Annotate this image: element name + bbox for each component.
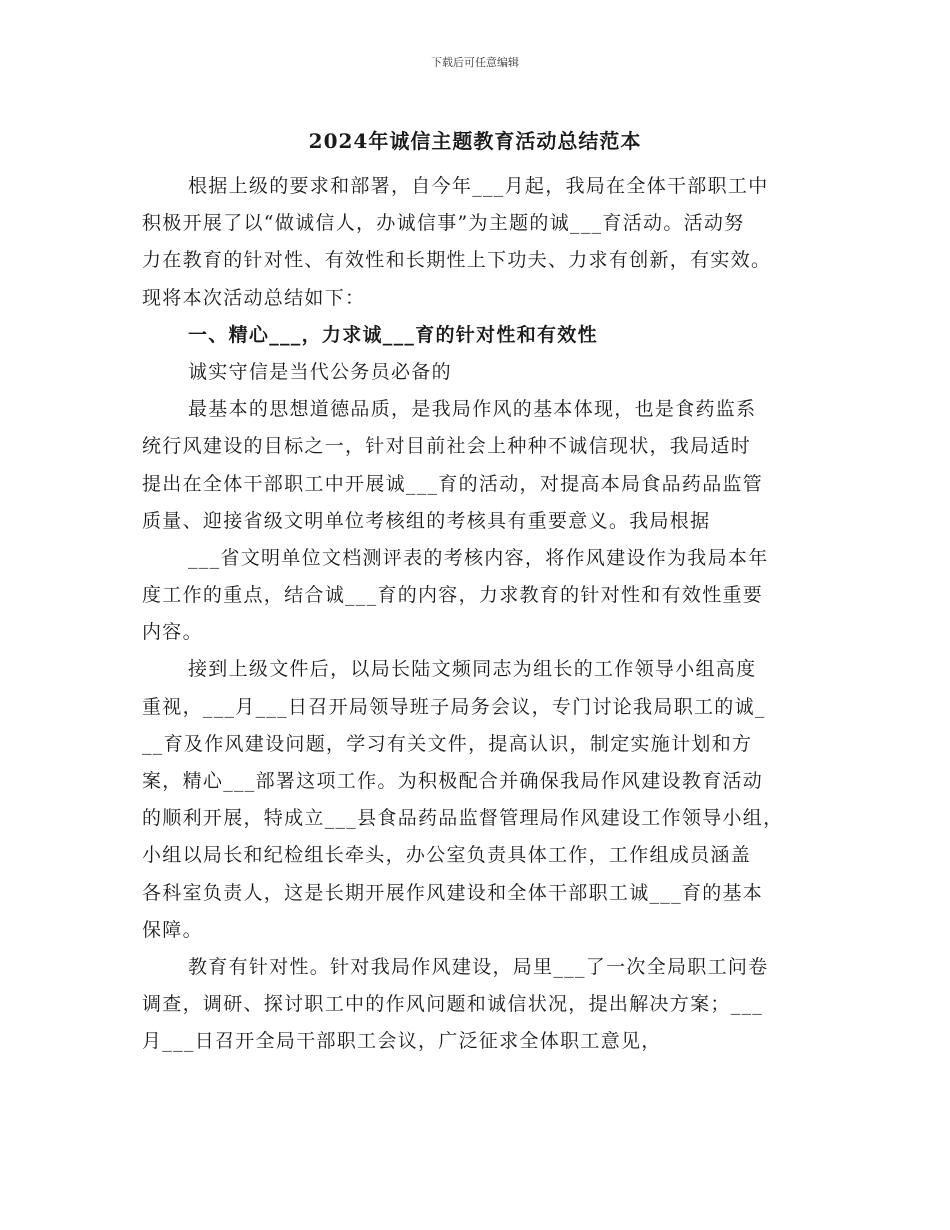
document-body: [142, 168, 822, 1061]
body-line: 内容。: [142, 621, 203, 644]
body-line: 诚实守信是当代公务员必备的: [188, 360, 452, 383]
body-line: 质量、迎接省级文明单位考核组的考核具有重要意义。我局根据: [142, 509, 711, 532]
header-note: 下载后可任意编辑: [431, 56, 519, 69]
body-line: ___省文明单位文档测评表的考核内容，将作风建设作为我局本年: [188, 546, 769, 569]
body-line: 提出在全体干部职工中开展诚___育的活动，对提高本局食品药品监管: [142, 472, 764, 495]
body-line: 的顺利开展，特成立___县食品药品监督管理局作风建设工作领导小组，: [142, 807, 784, 830]
body-line: 重视，___月___日召开局领导班子局务会议，专门讨论我局职工的诚_: [142, 695, 766, 718]
body-line: 现将本次活动总结如下：: [142, 286, 366, 309]
body-line: 各科室负责人，这是长期开展作风建设和全体干部职工诚___育的基本: [142, 881, 764, 904]
document-title: 2024年诚信主题教育活动总结范本: [308, 129, 642, 153]
body-line: 小组以局长和纪检组长牵头，办公室负责具体工作，工作组成员涵盖: [142, 844, 752, 867]
body-line: 力在教育的针对性、有效性和长期性上下功夫、力求有创新，有实效。: [142, 249, 772, 272]
section-heading: 一、精心___，力求诚___育的针对性和有效性: [188, 323, 598, 346]
body-line: 根据上级的要求和部署，自今年___月起，我局在全体干部职工中: [188, 175, 769, 197]
body-line: __育及作风建设问题，学习有关文件，提高认识，制定实施计划和方: [142, 732, 753, 755]
body-line: 积极开展了以“做诚信人，办诚信事”为主题的诚___育活动。活动努: [142, 212, 745, 235]
body-line: 月___日召开全局干部职工会议，广泛征求全体职工意见，: [142, 1030, 662, 1053]
body-line: 案，精心___部署这项工作。为积极配合并确保我局作风建设教育活动: [142, 770, 764, 792]
body-line: 教育有针对性。针对我局作风建设，局里___了一次全局职工问卷: [188, 955, 769, 978]
body-line: 接到上级文件后，以局长陆文频同志为组长的工作领导小组高度: [188, 658, 757, 681]
body-line: 统行风建设的目标之一，针对目前社会上种种不诚信现状，我局适时: [142, 435, 752, 458]
body-line: 保障。: [142, 918, 203, 941]
body-line: 最基本的思想道德品质，是我局作风的基本体现，也是食药监系: [188, 398, 757, 421]
body-line: 调查，调研、探讨职工中的作风问题和诚信状况，提出解决方案；___: [142, 993, 764, 1016]
body-line: 度工作的重点，结合诚___育的内容，力求教育的针对性和有效性重要: [142, 584, 764, 607]
